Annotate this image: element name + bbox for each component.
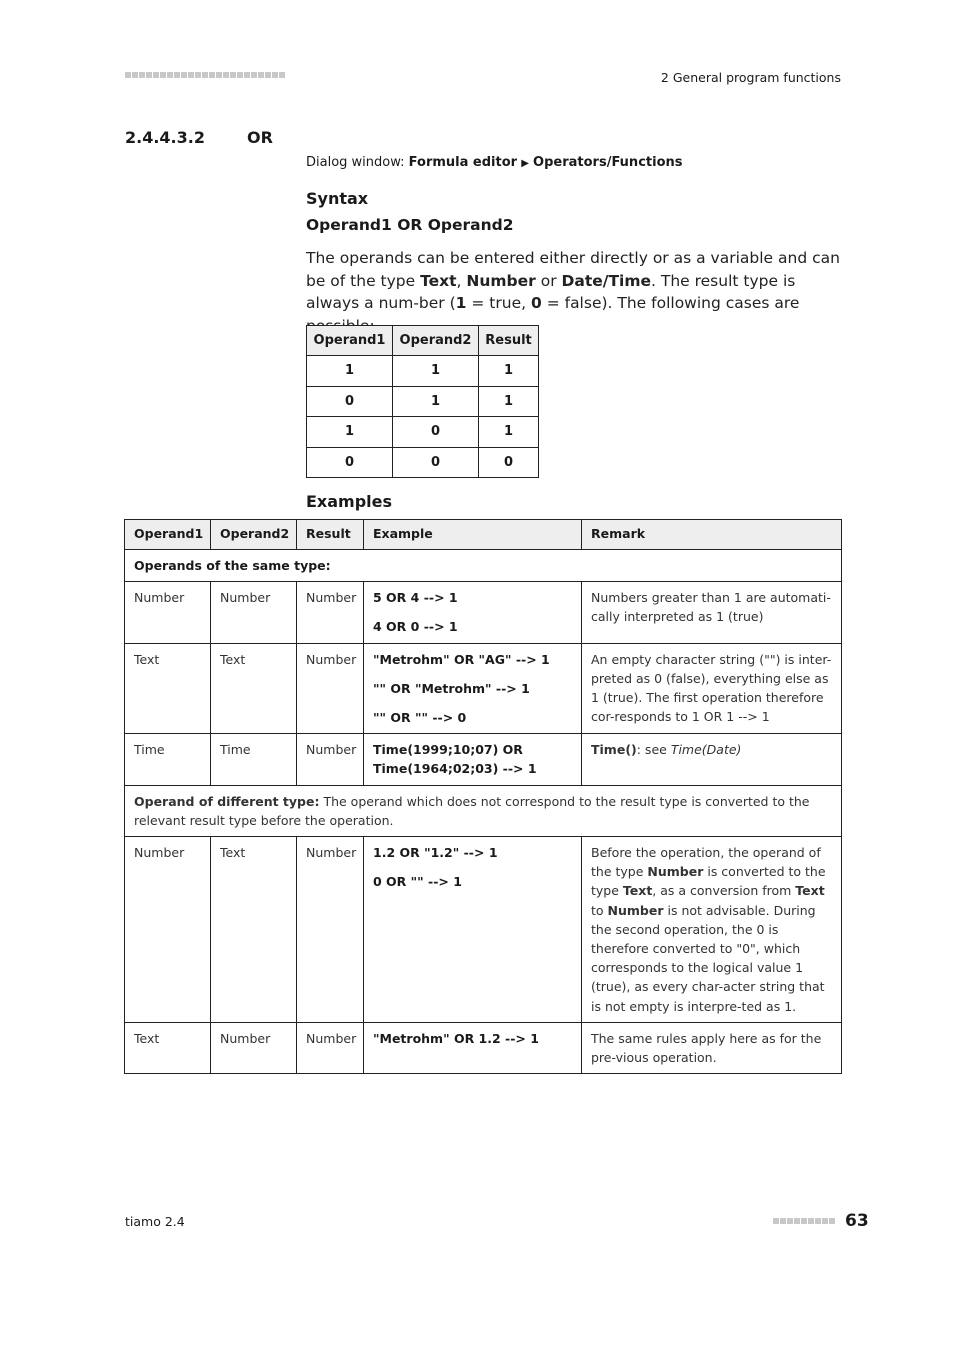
- footer-decoration: [773, 1218, 835, 1224]
- example-cell: "Metrohm" OR "AG" --> 1 "" OR "Metrohm" --> 1 "" OR "" --> 0: [364, 643, 582, 734]
- triangle-right-icon: ▶: [521, 158, 529, 169]
- examples-heading: Examples: [306, 492, 393, 511]
- truth-table-header: Operand1 Operand2 Result: [307, 326, 539, 356]
- example-cell: Time(1999;10;07) OR Time(1964;02;03) --> 1: [364, 734, 582, 785]
- section-number: 2.4.4.3.2: [125, 128, 205, 147]
- group-row-same-type: Operands of the same type:: [125, 550, 842, 582]
- syntax-expression: Operand1 OR Operand2: [306, 216, 514, 234]
- example-cell: "Metrohm" OR 1.2 --> 1: [364, 1022, 582, 1073]
- running-header: 2 General program functions: [660, 70, 841, 85]
- examples-header: Operand1 Operand2 Result Example Remark: [125, 520, 842, 550]
- table-row: Number Number Number 5 OR 4 --> 1 4 OR 0 --> 1 Numbers greater than 1 are automati-cally interpreted as 1 (true): [125, 582, 842, 643]
- header-decoration: [125, 72, 285, 78]
- examples-table: [124, 519, 842, 1074]
- table-row: 0 1 1: [307, 386, 539, 417]
- example-cell: 5 OR 4 --> 1 4 OR 0 --> 1: [364, 582, 582, 643]
- table-row: 1 0 1: [307, 417, 539, 448]
- group-row-different-type: Operand of different type: The operand which does not correspond to the result type is converted to the relevant result type before the operation.: [125, 785, 842, 836]
- table-row: Number Text Number 1.2 OR "1.2" --> 1 0 OR "" --> 1 Before the operation, the operand of the type Number is converted to the type Text, as a conversion from Text to Number is not advisable. During the second operation, the 0 is therefore converted to "0", which corresponds to the logical value 1 (true), as every char-acter string that is not empty is interpre-ted as 1.: [125, 837, 842, 1023]
- table-row: 1 1 1: [307, 356, 539, 387]
- dialog-path: Dialog window: Formula editor ▶ Operators/Functions: [306, 155, 683, 170]
- truth-table: [306, 325, 539, 478]
- page-number: 63: [845, 1211, 869, 1231]
- description-paragraph: The operands can be entered either directly or as a variable and can be of the type Text, Number or Date/Time. The result type is always a num-ber (1 = true, 0 = false). The following cases are: [306, 249, 840, 312]
- footer-product: tiamo 2.4: [125, 1214, 185, 1229]
- syntax-heading: Syntax: [306, 189, 369, 208]
- dialog-path-formula-editor: Formula editor: [408, 155, 518, 170]
- table-row: Text Number Number "Metrohm" OR 1.2 --> 1 The same rules apply here as for the pre-vious operation.: [125, 1022, 842, 1073]
- dialog-path-operators: Operators/Functions: [533, 155, 683, 170]
- table-row: Text Text Number "Metrohm" OR "AG" --> 1 "" OR "Metrohm" --> 1 "" OR "" --> 0 An empty character string ("") is inter-preted as 0 (false), everything else as 1 (true). The first operation therefore cor-responds to 1 OR 1 --> 1: [125, 643, 842, 734]
- section-title: OR: [247, 128, 273, 147]
- table-row: Time Time Number Time(1999;10;07) OR Time(1964;02;03) --> 1 Time(): see Time(Date): [125, 734, 842, 785]
- table-row: 0 0 0: [307, 447, 539, 478]
- example-cell: 1.2 OR "1.2" --> 1 0 OR "" --> 1: [364, 837, 582, 1023]
